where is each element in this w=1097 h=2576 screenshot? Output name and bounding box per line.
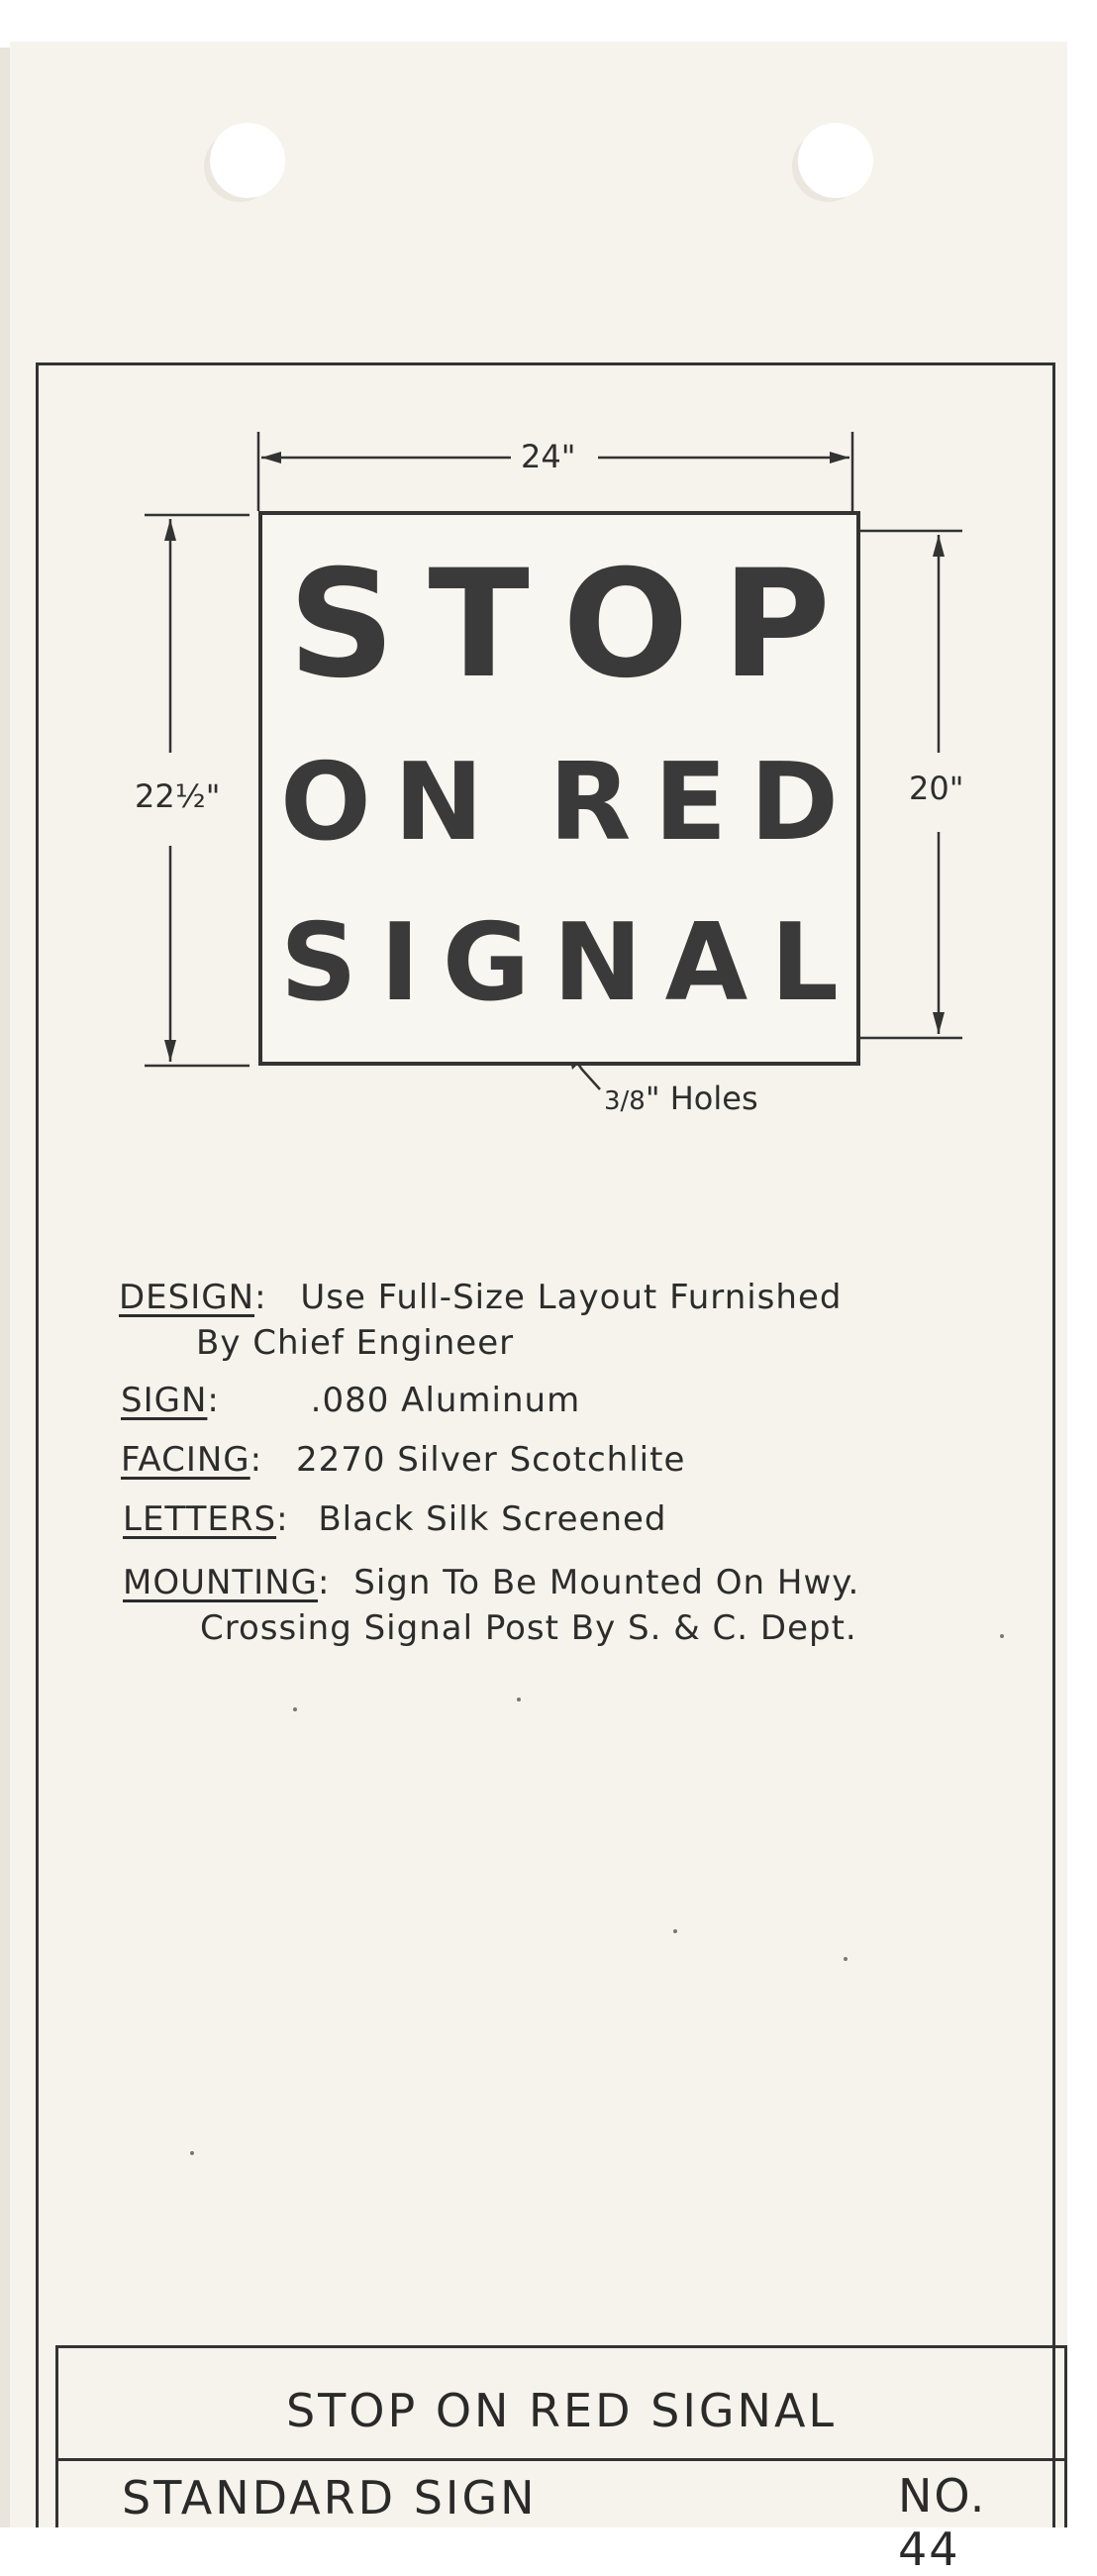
- outer-height-dimension-label: 22½": [131, 776, 224, 816]
- sign-title: STOP ON RED SIGNAL: [285, 2384, 838, 2437]
- spec-value: Sign To Be Mounted On Hwy.: [353, 1563, 860, 1602]
- sign-letter: L: [770, 901, 839, 1025]
- sign-letter: N: [552, 901, 643, 1025]
- holes-note: [604, 1080, 758, 1117]
- spec-sign: [121, 1381, 580, 1420]
- holes-fraction: 3/8: [604, 1086, 646, 1116]
- spec-key: SIGN: [121, 1381, 208, 1420]
- sign-letter: T: [428, 539, 530, 711]
- sign-line-2: [262, 741, 856, 865]
- spec-value: 2270 Silver Scotchlite: [295, 1440, 686, 1480]
- scan-speck: [673, 1929, 677, 1933]
- sign-line-3: [262, 901, 856, 1025]
- sign-letter: S: [288, 539, 396, 711]
- sign-letter: P: [722, 539, 831, 711]
- scan-speck: [190, 2151, 194, 2155]
- sign-category: STANDARD SIGN: [122, 2471, 538, 2524]
- width-dimension-label: 24": [511, 437, 585, 476]
- sign-letter: N: [393, 741, 484, 865]
- sign-letter: R: [548, 741, 632, 865]
- spec-key: MOUNTING: [123, 1563, 318, 1602]
- sign-letter: G: [442, 901, 531, 1025]
- holes-label: " Holes: [645, 1080, 758, 1117]
- sign-letter: S: [280, 901, 357, 1025]
- sign-letter: A: [664, 901, 748, 1025]
- spec-mounting-continued: Crossing Signal Post By S. & C. Dept.: [200, 1608, 857, 1648]
- title-block: [55, 2345, 1067, 2462]
- spec-mounting: [123, 1563, 859, 1602]
- sign-letter: [506, 749, 526, 858]
- spec-key: LETTERS: [123, 1499, 277, 1539]
- spec-separator: :: [276, 1499, 289, 1539]
- spec-separator: :: [254, 1278, 267, 1317]
- footer-block: [55, 2458, 1067, 2576]
- hole-spacing-dimension-label: 20": [899, 769, 973, 808]
- spec-design: [119, 1278, 842, 1317]
- spec-separator: :: [249, 1440, 263, 1480]
- sign-letter: O: [280, 741, 371, 865]
- spec-value: Use Full-Size Layout Furnished: [300, 1278, 843, 1317]
- spec-key: DESIGN: [119, 1278, 255, 1317]
- sign-face: [258, 511, 860, 1066]
- spec-value: Black Silk Screened: [318, 1499, 667, 1539]
- spec-letters: [123, 1499, 667, 1539]
- spec-key: FACING: [121, 1440, 250, 1480]
- spec-design-continued: By Chief Engineer: [196, 1323, 515, 1363]
- scan-speck: [844, 1957, 848, 1961]
- scan-speck: [517, 1698, 521, 1701]
- sign-line-1: [262, 539, 856, 711]
- sign-letter: E: [653, 741, 728, 865]
- spec-facing: [121, 1440, 685, 1480]
- sign-number: NO. 44: [898, 2469, 987, 2576]
- scan-speck: [293, 1707, 297, 1711]
- spec-separator: :: [318, 1563, 331, 1602]
- sign-letter: D: [749, 741, 839, 865]
- spec-separator: :: [207, 1381, 220, 1420]
- sign-letter: I: [379, 901, 420, 1025]
- scan-speck: [1000, 1634, 1004, 1638]
- sign-letter: O: [562, 539, 689, 711]
- spec-value: .080 Aluminum: [310, 1381, 581, 1420]
